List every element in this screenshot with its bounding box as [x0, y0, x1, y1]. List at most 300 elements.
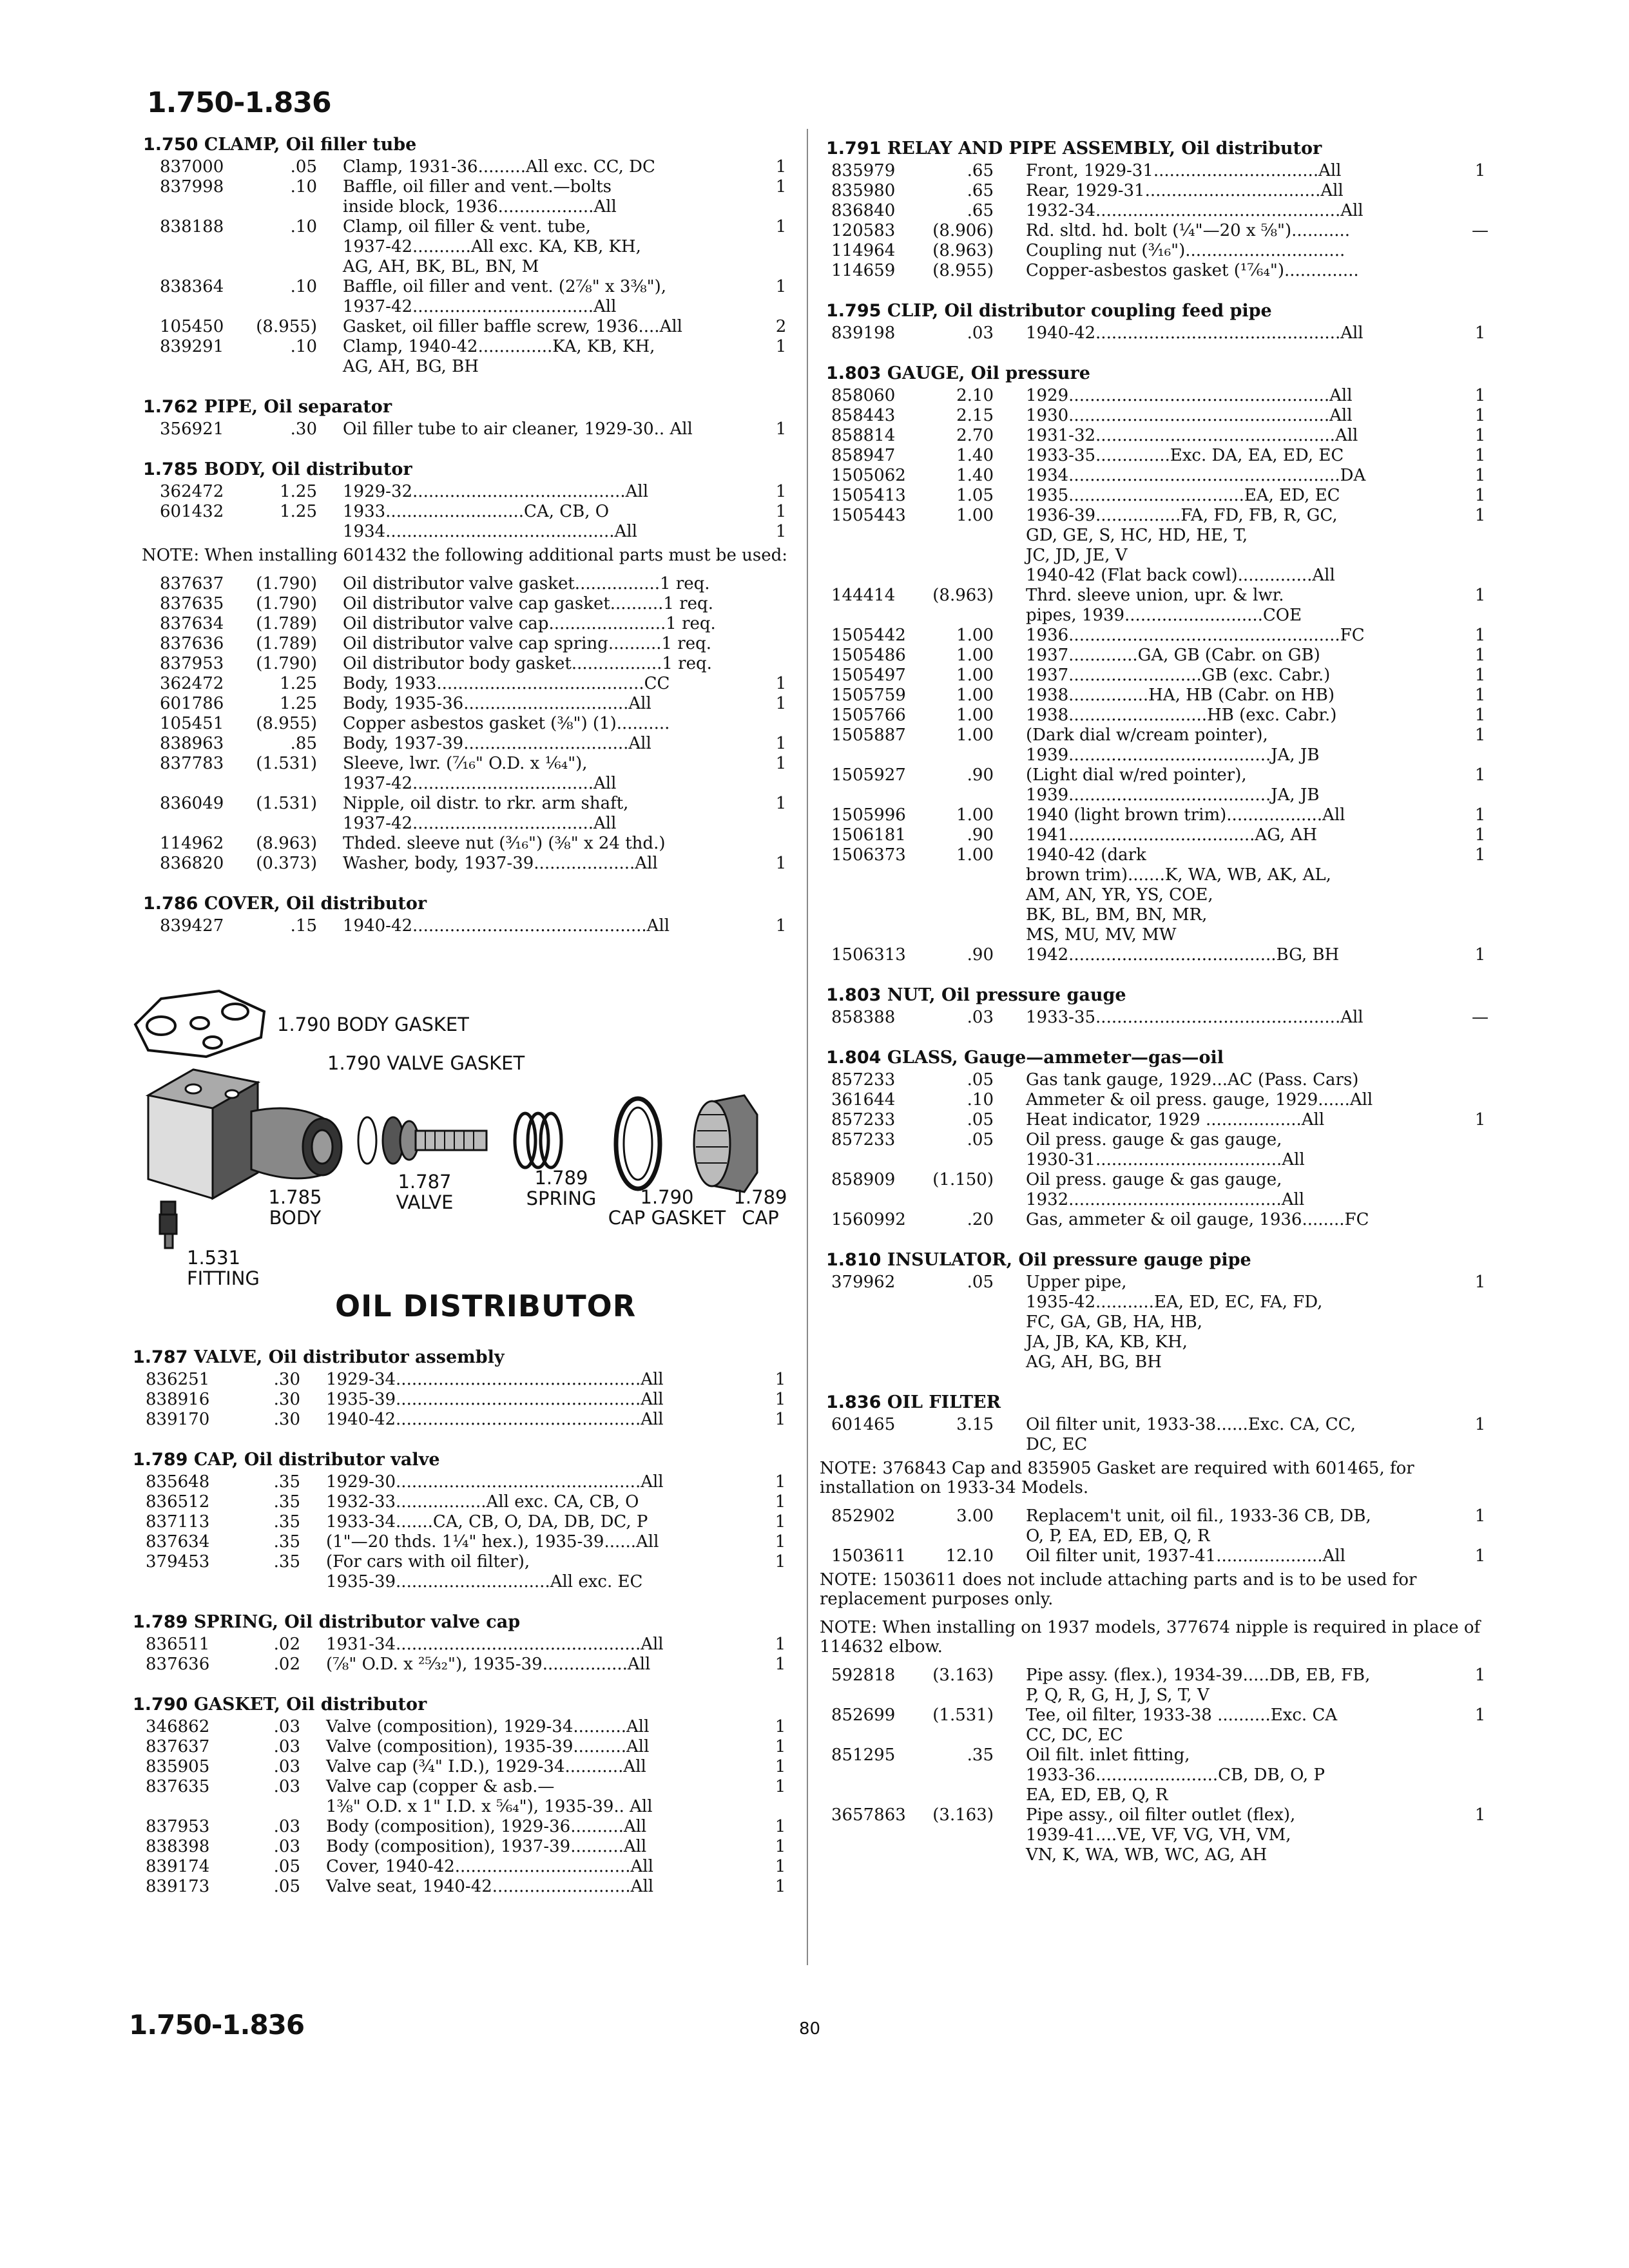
part-number: 1505996: [831, 805, 906, 825]
part-number: 858443: [831, 406, 896, 425]
part-number: 837998: [160, 177, 224, 197]
section-number: 1.762: [143, 397, 204, 417]
description: Gas, ammeter & oil gauge, 1936........FC: [1026, 1210, 1369, 1229]
description: Oil filler tube to air cleaner, 1929-30.. All: [343, 419, 693, 439]
quantity: 1: [775, 419, 787, 439]
table-row: [826, 406, 1496, 426]
price: 2.10: [956, 386, 994, 405]
table-row: [826, 1273, 1496, 1372]
price: .05: [290, 157, 317, 177]
quantity: 1: [775, 1635, 786, 1654]
part-number: 837783: [160, 754, 224, 773]
table-row: [826, 686, 1496, 706]
table-row: [826, 466, 1496, 486]
part-number: 837953: [146, 1817, 210, 1836]
price: (8.963): [932, 241, 994, 260]
price: .03: [273, 1737, 300, 1756]
description: Ammeter & oil press. gauge, 1929......All: [1026, 1090, 1373, 1110]
table-row: [133, 1877, 794, 1897]
price: (0.373): [256, 854, 317, 873]
table-row: [826, 945, 1496, 965]
description: Body, 1937-39...............................All: [343, 734, 651, 753]
quantity: 1: [775, 1817, 786, 1836]
part-number: 837953: [160, 654, 224, 673]
section-heading: [826, 1390, 1496, 1415]
price: (1.790): [256, 594, 317, 613]
description: Washer, body, 1937-39...................All: [343, 854, 658, 873]
description: 1940-42 (dark brown trim).......K, WA, WB, AK, AL, AM, AN, YR, YS, COE, BK, BL, BM, BN, MR, MS, MU, MV, MW: [1026, 845, 1331, 945]
quantity: 1: [775, 734, 787, 753]
table-row: [826, 1130, 1496, 1170]
price: .15: [290, 916, 317, 936]
description: 1940-42..............................................All: [326, 1410, 664, 1429]
part-number: 836820: [160, 854, 224, 873]
section-number: 1.803: [826, 363, 887, 383]
parts-section: [143, 133, 794, 377]
price: 1.25: [280, 674, 317, 693]
table-row: [826, 666, 1496, 686]
price: .30: [273, 1390, 300, 1409]
parts-section: [143, 395, 794, 439]
table-row: [826, 1745, 1496, 1805]
description: (Dark dial w/cream pointer), 1939......................................JA, JB: [1026, 726, 1320, 765]
price: .02: [273, 1635, 300, 1654]
quantity: —: [1472, 221, 1489, 240]
table-row: [133, 1492, 794, 1512]
section-number: 1.785: [143, 459, 204, 479]
quantity: 1: [1474, 646, 1486, 665]
price: 1.25: [280, 502, 317, 521]
table-row: [133, 1817, 794, 1837]
description: 1929-32........................................All: [343, 482, 649, 501]
part-number: 836511: [146, 1635, 210, 1654]
quantity: 1: [775, 482, 787, 501]
part-number: 839198: [831, 323, 896, 343]
price: 1.05: [956, 486, 994, 505]
table-row: [143, 337, 794, 377]
price: (1.531): [256, 754, 317, 773]
part-number: 858060: [831, 386, 896, 405]
section-number: 1.836: [826, 1392, 887, 1412]
table-row: [826, 765, 1496, 805]
part-number: 837637: [146, 1737, 210, 1756]
quantity: 1: [1474, 726, 1486, 745]
table-row: [143, 654, 794, 674]
price: (1.790): [256, 654, 317, 673]
section-heading: [826, 983, 1496, 1008]
table-row: [826, 1506, 1496, 1546]
description: Replacem't unit, oil fil., 1933-36 CB, DB, O, P, EA, ED, EB, Q, R: [1026, 1506, 1371, 1546]
description: Valve (composition), 1935-39..........All: [326, 1737, 650, 1756]
description: 1931-32.............................................All: [1026, 426, 1358, 445]
table-row: [133, 1837, 794, 1857]
parts-section: [826, 361, 1496, 965]
note: NOTE: 1503611 does not include attaching parts and is to be used for replacement purposes only.: [820, 1570, 1417, 1609]
price: (3.163): [932, 1805, 994, 1825]
price: .65: [967, 201, 994, 220]
part-number: 379962: [831, 1273, 896, 1292]
table-row: [143, 854, 794, 874]
table-row: [826, 825, 1496, 845]
table-row: [143, 217, 794, 277]
price: .03: [967, 1008, 994, 1027]
note: NOTE: When installing 601432 the following additional parts must be used:: [142, 546, 787, 565]
page-header-range: 1.750-1.836: [147, 86, 331, 119]
part-number: 105451: [160, 714, 224, 733]
part-number: 836840: [831, 201, 896, 220]
section-heading: [143, 133, 794, 157]
table-row: [143, 834, 794, 854]
price: .35: [273, 1532, 300, 1552]
price: 1.00: [956, 686, 994, 705]
part-number: 1505766: [831, 706, 906, 725]
part-number: 851295: [831, 1745, 896, 1765]
table-row: [826, 1546, 1496, 1566]
description: 1935-39..............................................All: [326, 1390, 664, 1409]
quantity: 1: [775, 217, 787, 236]
part-number: 838916: [146, 1390, 210, 1409]
part-number: 837635: [146, 1777, 210, 1796]
quantity: 1: [775, 1757, 786, 1776]
description: Valve (composition), 1929-34..........All: [326, 1717, 650, 1736]
quantity: 1: [1474, 466, 1486, 485]
description: Oil distributor valve cap......................1 req.: [343, 614, 716, 633]
part-number: 1503611: [831, 1546, 906, 1566]
description: Body, 1935-36...............................All: [343, 694, 651, 713]
price: .35: [273, 1552, 300, 1571]
table-row: [143, 754, 794, 794]
description: 1941...................................AG, AH: [1026, 825, 1318, 845]
price: .03: [273, 1717, 300, 1736]
part-number: 1505927: [831, 765, 906, 785]
part-number: 852699: [831, 1706, 896, 1725]
price: .05: [967, 1110, 994, 1129]
table-row: [143, 419, 794, 439]
part-number: 837634: [160, 614, 224, 633]
part-number: 837636: [160, 634, 224, 653]
part-number: 835648: [146, 1472, 210, 1492]
quantity: 1: [1474, 506, 1486, 525]
quantity: 1: [775, 337, 787, 356]
description: Copper asbestos gasket (⅜") (1)..........: [343, 714, 670, 733]
price: (8.955): [256, 317, 317, 336]
quantity: 1: [775, 1777, 786, 1796]
quantity: 1: [775, 1877, 786, 1896]
part-number: 144414: [831, 586, 896, 605]
part-number: 839173: [146, 1877, 210, 1896]
table-row: [826, 446, 1496, 466]
price: (1.789): [256, 614, 317, 633]
section-title: GASKET, Oil distributor: [193, 1695, 427, 1715]
parts-section: [133, 1610, 794, 1675]
parts-section: [143, 457, 794, 874]
price: .20: [967, 1210, 994, 1229]
part-number: 837637: [160, 574, 224, 593]
description: 1940-42 (Flat back cowl)..............All: [1026, 566, 1335, 585]
quantity: 1: [775, 1837, 786, 1856]
part-number: 837635: [160, 594, 224, 613]
table-row: [826, 1170, 1496, 1210]
price: (8.963): [932, 586, 994, 605]
price: 1.00: [956, 666, 994, 685]
quantity: 1: [1474, 706, 1486, 725]
table-row: [133, 1857, 794, 1877]
table-row: [826, 726, 1496, 765]
quantity: 1: [1474, 1546, 1486, 1566]
description: Oil distributor valve gasket................1 req.: [343, 574, 710, 593]
table-row: [133, 1777, 794, 1817]
part-number: 114964: [831, 241, 896, 260]
description: 1937.............GA, GB (Cabr. on GB): [1026, 646, 1320, 665]
price: .30: [273, 1410, 300, 1429]
price: .35: [967, 1745, 994, 1765]
table-row: [826, 805, 1496, 825]
price: (8.955): [932, 261, 994, 280]
description: Oil filter unit, 1937-41....................All: [1026, 1546, 1345, 1566]
body-drawing: [148, 1070, 342, 1198]
section-title: PIPE, Oil separator: [204, 397, 392, 417]
description: Thrd. sleeve union, upr. & lwr. pipes, 1939..........................COE: [1026, 586, 1302, 625]
price: .05: [967, 1273, 994, 1292]
description: Body, 1933.......................................CC: [343, 674, 670, 693]
price: .65: [967, 181, 994, 200]
description: Rd. sltd. hd. bolt (¼"—20 x ⅝")...........: [1026, 221, 1351, 240]
parts-section: [133, 1693, 794, 1897]
quantity: 1: [1474, 1506, 1486, 1526]
price: .05: [967, 1130, 994, 1149]
quantity: 1: [775, 1390, 786, 1409]
note: NOTE: 376843 Cap and 835905 Gasket are required with 601465, for installation on 1933-34 Models.: [820, 1459, 1414, 1497]
price: (8.906): [932, 221, 994, 240]
description: Tee, oil filter, 1933-38 ..........Exc. CA CC, DC, EC: [1026, 1706, 1338, 1745]
price: 2.70: [956, 426, 994, 445]
description: 1930.................................................All: [1026, 406, 1353, 425]
part-number: 601786: [160, 694, 224, 713]
part-number: 858814: [831, 426, 896, 445]
section-title: NUT, Oil pressure gauge: [887, 985, 1126, 1005]
page-number: 80: [799, 2019, 821, 2039]
section-title: CLAMP, Oil filler tube: [204, 135, 417, 155]
part-number: 837636: [146, 1655, 210, 1674]
description: Cover, 1940-42.................................All: [326, 1857, 653, 1876]
quantity: 1: [775, 1655, 786, 1674]
description: Oil filt. inlet fitting, 1933-36.......................CB, DB, O, P EA, ED, EB, Q, R: [1026, 1745, 1325, 1805]
part-number: 362472: [160, 482, 224, 501]
description: 1936...................................................FC: [1026, 626, 1365, 645]
description: 1938...............HA, HB (Cabr. on HB): [1026, 686, 1335, 705]
quantity: 1: [775, 1532, 786, 1552]
description: 1940-42..............................................All: [1026, 323, 1364, 343]
description: (1"—20 thds. 1¼" hex.), 1935-39......All: [326, 1532, 659, 1552]
description: 1933-35..............................................All: [1026, 1008, 1364, 1027]
quantity: 1: [1474, 845, 1486, 865]
fitting-drawing: [160, 1202, 177, 1248]
description: Heat indicator, 1929 ..................All: [1026, 1110, 1325, 1129]
table-row: [826, 1008, 1496, 1028]
parts-section: [820, 1390, 1496, 1865]
note: NOTE: When installing on 1937 models, 377674 nipple is required in place of 114632 elbow.: [820, 1618, 1481, 1657]
quantity: 1: [1474, 765, 1486, 785]
table-row: [143, 522, 794, 542]
description: Thded. sleeve nut (³⁄₁₆") (⅜" x 24 thd.): [343, 834, 666, 853]
description: Clamp, 1931-36.........All exc. CC, DC: [343, 157, 655, 177]
part-number: 835980: [831, 181, 896, 200]
description: Oil press. gauge & gas gauge, 1932........................................All: [1026, 1170, 1305, 1209]
price: .10: [290, 177, 317, 197]
part-number: 858947: [831, 446, 896, 465]
description: 1929.................................................All: [1026, 386, 1353, 405]
section-number: 1.790: [133, 1695, 194, 1715]
description: Pipe assy. (flex.), 1934-39.....DB, EB, FB, P, Q, R, G, H, J, S, T, V: [1026, 1666, 1371, 1705]
description: 1934...................................................DA: [1026, 466, 1366, 485]
part-number: 852902: [831, 1506, 896, 1526]
quantity: 1: [775, 157, 787, 177]
table-row: [133, 1410, 794, 1430]
cap-drawing: [694, 1095, 757, 1192]
description: 1942.......................................BG, BH: [1026, 945, 1340, 965]
price: .35: [273, 1472, 300, 1492]
quantity: 1: [775, 916, 787, 936]
table-row: [826, 706, 1496, 726]
table-row: [826, 1805, 1496, 1865]
price: (3.163): [932, 1666, 994, 1685]
description: Oil distributor valve cap gasket..........1 req.: [343, 594, 713, 613]
description: 1932-34..............................................All: [1026, 201, 1364, 220]
description: 1929-30..............................................All: [326, 1472, 664, 1492]
section-number: 1.786: [143, 894, 204, 914]
section-heading: [826, 1248, 1496, 1273]
quantity: 1: [1474, 1415, 1486, 1434]
quantity: 1: [775, 1492, 786, 1512]
part-number: 1505442: [831, 626, 906, 645]
quantity: 1: [775, 1717, 786, 1736]
description: (Light dial w/red pointer), 1939......................................JA, JB: [1026, 765, 1320, 805]
description: Baffle, oil filler and vent.—bolts inside block, 1936..................All: [343, 177, 617, 216]
table-row: [826, 1090, 1496, 1110]
valve-drawing: [358, 1117, 487, 1164]
table-row: [143, 594, 794, 614]
description: Upper pipe, 1935-42...........EA, ED, EC, FA, FD, FC, GA, GB, HA, HB, JA, JB, KA, KB, KH, AG, AH, BG, BH: [1026, 1273, 1323, 1372]
quantity: 1: [1474, 1273, 1486, 1292]
description: Gasket, oil filler baffle screw, 1936....All: [343, 317, 682, 336]
quantity: 1: [775, 754, 787, 773]
left-column: [143, 133, 794, 954]
price: (1.531): [932, 1706, 994, 1725]
price: .10: [967, 1090, 994, 1110]
description: Body (composition), 1937-39..........All: [326, 1837, 647, 1856]
description: (For cars with oil filter), 1935-39.............................All exc. EC: [326, 1552, 643, 1591]
quantity: 1: [775, 674, 787, 693]
quantity: 1: [1474, 1805, 1486, 1825]
part-number: 837000: [160, 157, 224, 177]
section-heading: [826, 1046, 1496, 1070]
section-number: 1.787: [133, 1347, 194, 1367]
description: Gas tank gauge, 1929...AC (Pass. Cars): [1026, 1070, 1359, 1090]
quantity: 1: [775, 1472, 786, 1492]
description: Baffle, oil filler and vent. (2⅞" x 3⅜"), 1937-42..................................All: [343, 277, 667, 316]
part-number: 837634: [146, 1532, 210, 1552]
table-row: [133, 1655, 794, 1675]
price: (1.531): [256, 794, 317, 813]
section-title: INSULATOR, Oil pressure gauge pipe: [887, 1250, 1251, 1270]
part-number: 835905: [146, 1757, 210, 1776]
table-row: [133, 1532, 794, 1552]
section-heading: [133, 1610, 794, 1635]
quantity: 1: [775, 177, 787, 197]
section-title: CLIP, Oil distributor coupling feed pipe: [887, 301, 1272, 321]
part-number: 1506181: [831, 825, 906, 845]
price: .10: [290, 277, 317, 296]
table-row: [826, 1110, 1496, 1130]
table-row: [133, 1390, 794, 1410]
quantity: 2: [775, 317, 787, 336]
label-body: 1.785 BODY: [268, 1186, 322, 1229]
description: 1937.........................GB (exc. Cabr.): [1026, 666, 1331, 685]
quantity: 1: [1474, 406, 1486, 425]
description: Oil distributor valve cap spring..........1 req.: [343, 634, 711, 653]
description: Oil filter unit, 1933-38......Exc. CA, CC, DC, EC: [1026, 1415, 1356, 1454]
section-title: BODY, Oil distributor: [204, 459, 412, 479]
part-number: 857233: [831, 1070, 896, 1090]
table-row: [143, 634, 794, 654]
section-title: CAP, Oil distributor valve: [193, 1450, 440, 1470]
quantity: 1: [1474, 1110, 1486, 1129]
table-row: [826, 426, 1496, 446]
part-number: 836512: [146, 1492, 210, 1512]
part-number: 3657863: [831, 1805, 906, 1825]
description: Clamp, oil filler & vent. tube, 1937-42...........All exc. KA, KB, KH, AG, AH, BK, BL, BN, M: [343, 217, 641, 276]
part-number: 1505759: [831, 686, 906, 705]
quantity: 1: [1474, 825, 1486, 845]
table-row: [826, 181, 1496, 201]
description: 1936-39................FA, FD, FB, R, GC, GD, GE, S, HC, HD, HE, T, JC, JD, JE, V: [1026, 506, 1338, 565]
quantity: 1: [1474, 1666, 1486, 1685]
description: 1929-34..............................................All: [326, 1370, 664, 1389]
price: .35: [273, 1492, 300, 1512]
table-row: [133, 1472, 794, 1492]
table-row: [143, 694, 794, 714]
section-heading: [133, 1345, 794, 1370]
section-title: COVER, Oil distributor: [204, 894, 427, 914]
section-title: GLASS, Gauge—ammeter—gas—oil: [887, 1048, 1224, 1068]
parts-section: [826, 1046, 1496, 1230]
table-row: [143, 614, 794, 634]
price: 1.00: [956, 506, 994, 525]
part-number: 1506313: [831, 945, 906, 965]
part-number: 838188: [160, 217, 224, 236]
table-row: [826, 566, 1496, 586]
part-number: 1505497: [831, 666, 906, 685]
table-row: [826, 626, 1496, 646]
label-fitting: 1.531 FITTING: [187, 1247, 260, 1289]
description: Clamp, 1940-42..............KA, KB, KH, AG, AH, BG, BH: [343, 337, 655, 376]
description: Coupling nut (³⁄₁₆")..............................: [1026, 241, 1345, 260]
price: .03: [273, 1837, 300, 1856]
part-number: 1506373: [831, 845, 906, 865]
table-row: [143, 794, 794, 834]
table-row: [826, 1666, 1496, 1706]
section-title: GAUGE, Oil pressure: [887, 363, 1090, 383]
price: .03: [273, 1777, 300, 1796]
table-row: [826, 586, 1496, 626]
parts-section: [826, 1248, 1496, 1372]
table-row: [143, 502, 794, 522]
table-row: [826, 1706, 1496, 1745]
table-row: [133, 1737, 794, 1757]
section-heading: [143, 457, 794, 482]
parts-section: [826, 137, 1496, 281]
part-number: 858388: [831, 1008, 896, 1027]
